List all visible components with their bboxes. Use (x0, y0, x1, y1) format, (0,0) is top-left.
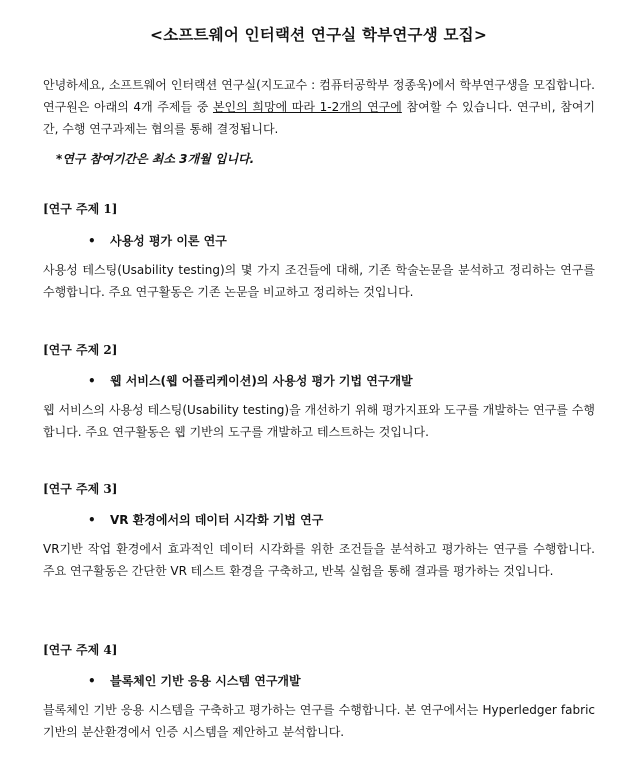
section-2-topic (88, 372, 413, 389)
bullet-icon: • (88, 234, 96, 248)
intro-underlined-text: 본인의 희망에 따라 1-2개의 연구에 (212, 100, 402, 114)
section-1-heading: [연구 주제 1] (43, 202, 118, 216)
section-1-description: 사용성 테스팅(Usability testing)의 몇 가지 조건들에 대해, 기존 학술논문을 분석하고 정리하는 연구를 수행합니다. 주요 연구활동은 기존 논문을 비교하고 정리하는 것입니다. (43, 263, 595, 299)
section-3-description: VR기반 작업 환경에서 효과적인 데이터 시각화를 위한 조건들을 분석하고 평가하는 연구를 수행합니다. 주요 연구활동은 간단한 VR 테스트 환경을 구축하고, 반복 실험을 통해 결과를 평가하는 것입니다. (43, 542, 595, 578)
section-1-topic-text: 사용성 평가 이론 연구 (110, 234, 227, 248)
section-4-topic (88, 672, 301, 689)
intro-text-1: 안녕하세요, 소프트웨어 인터랙션 연구실(지도교수 : 컴퓨터공학부 정종욱)에서 학부연구생을 모집합니다. 연구원은 아래의 4개 주제들 중 (43, 78, 595, 114)
section-3-topic (88, 511, 323, 528)
section-4-description: 블록체인 기반 응용 시스템을 구축하고 평가하는 연구를 수행합니다. 본 연구에서는 Hyperledger fabric기반의 분산환경에서 인증 시스템을 제안하고 분석합니다. (43, 703, 595, 739)
participation-note: *연구 참여기간은 최소 3개월 입니다. (56, 152, 255, 166)
intro-text-2: 참여할 수 있습니다. 연구비, 참여기간, 수행 연구과제는 협의를 통해 결정됩니다. (43, 100, 596, 136)
section-4-topic-text: 블록체인 기반 응용 시스템 연구개발 (110, 674, 301, 688)
bullet-icon: • (88, 513, 96, 527)
intro-paragraph (43, 74, 595, 140)
section-2-description: 웹 서비스의 사용성 테스팅(Usability testing)을 개선하기 위해 평가지표와 도구를 개발하는 연구를 수행합니다. 주요 연구활동은 웹 기반의 도구를 개발하고 테스트하는 것입니다. (43, 403, 595, 439)
section-1-topic (88, 232, 227, 249)
bullet-icon: • (88, 674, 96, 688)
section-2-heading: [연구 주제 2] (43, 343, 118, 357)
bullet-icon: • (88, 374, 96, 388)
page-title: <소프트웨어 인터랙션 연구실 학부연구생 모집> (149, 26, 488, 44)
section-2-topic-text: 웹 서비스(웹 어플리케이션)의 사용성 평가 기법 연구개발 (110, 374, 413, 388)
section-3-topic-text: VR 환경에서의 데이터 시각화 기법 연구 (110, 513, 324, 527)
section-4-heading: [연구 주제 4] (43, 643, 118, 657)
section-3-heading: [연구 주제 3] (43, 482, 118, 496)
